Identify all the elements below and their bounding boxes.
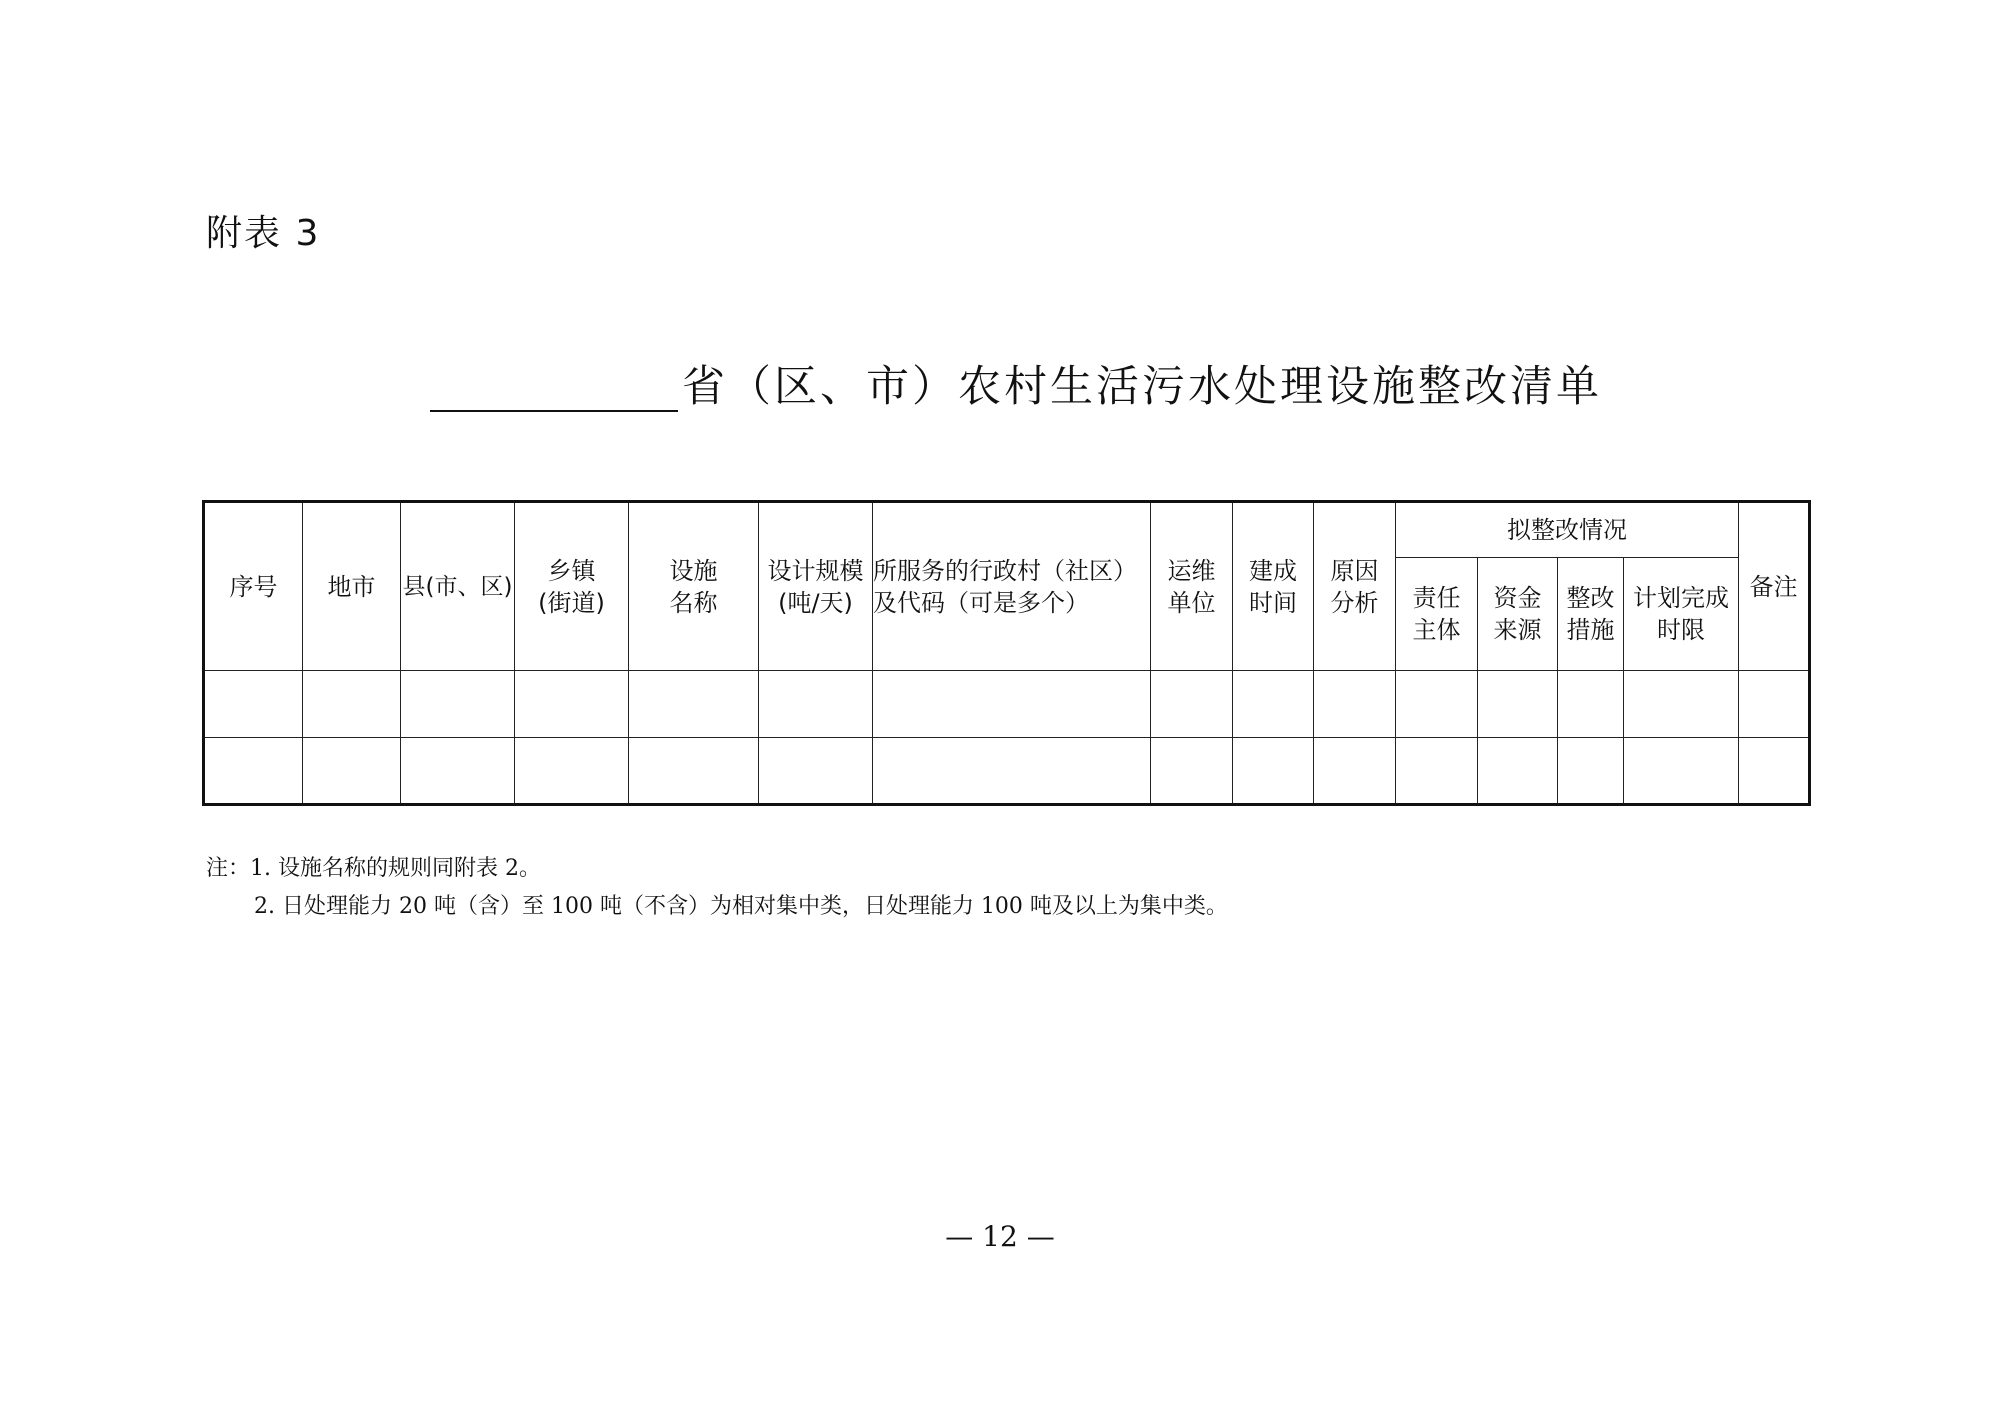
- header-facility-name: [629, 502, 759, 671]
- header-responsible-line2: 主体: [1412, 616, 1461, 644]
- note-line-1: 注：1. 设施名称的规则同附表 2。: [206, 856, 541, 881]
- header-scale-line2: (吨/天): [778, 588, 853, 617]
- header-deadline-line1: 计划完成: [1633, 584, 1729, 612]
- table-cell[interactable]: [1233, 671, 1314, 738]
- table-cell[interactable]: [1151, 671, 1233, 738]
- table-notes: [206, 850, 1228, 926]
- header-town-line2: (街道): [538, 588, 605, 617]
- title-fill-in-blank[interactable]: [430, 360, 678, 412]
- table-cell[interactable]: [759, 738, 873, 805]
- table-cell[interactable]: [204, 671, 303, 738]
- table-cell[interactable]: [1739, 671, 1810, 738]
- header-cause-line1: 原因: [1330, 556, 1379, 585]
- table-cell[interactable]: [1624, 671, 1739, 738]
- header-funding-source: [1478, 558, 1558, 671]
- table-cell[interactable]: [1396, 738, 1478, 805]
- header-town: [515, 502, 629, 671]
- header-row-top: [204, 502, 1810, 558]
- table-cell[interactable]: [629, 671, 759, 738]
- header-scale-line1: 设计规模: [767, 556, 864, 585]
- header-built-line1: 建成: [1249, 556, 1297, 585]
- header-operator-line1: 运维: [1167, 556, 1216, 585]
- header-measures: [1558, 558, 1624, 671]
- header-deadline-line2: 时限: [1657, 616, 1705, 644]
- table-cell[interactable]: [1314, 671, 1396, 738]
- table-cell[interactable]: [401, 738, 515, 805]
- header-cause-line2: 分析: [1330, 588, 1379, 617]
- header-town-line1: 乡镇: [547, 556, 596, 585]
- table-cell[interactable]: [1558, 671, 1624, 738]
- table-cell[interactable]: [515, 738, 629, 805]
- header-responsible-party: [1396, 558, 1478, 671]
- header-facility-line2: 名称: [669, 588, 718, 617]
- header-measures-line2: 措施: [1566, 616, 1615, 644]
- header-funding-line1: 资金: [1493, 584, 1542, 612]
- header-built-time: [1233, 502, 1314, 671]
- table-cell[interactable]: [204, 738, 303, 805]
- table-cell[interactable]: [759, 671, 873, 738]
- header-facility-line1: 设施: [669, 556, 718, 585]
- table-cell[interactable]: [1558, 738, 1624, 805]
- table-cell[interactable]: [303, 671, 401, 738]
- header-deadline: [1624, 558, 1739, 671]
- header-village-line2: 及代码（可是多个）: [873, 588, 1089, 617]
- rectification-list-table: [202, 500, 1811, 806]
- table-cell[interactable]: [1478, 738, 1558, 805]
- table-cell[interactable]: [1233, 738, 1314, 805]
- table-cell[interactable]: [873, 671, 1151, 738]
- document-title: [430, 352, 1602, 412]
- header-operator: [1151, 502, 1233, 671]
- table-cell[interactable]: [1478, 671, 1558, 738]
- header-city: 地市: [303, 502, 401, 671]
- table-cell[interactable]: [873, 738, 1151, 805]
- header-served-village: [873, 502, 1151, 671]
- header-cause-analysis: [1314, 502, 1396, 671]
- header-seq: 序号: [204, 502, 303, 671]
- annex-label: 附表 3: [206, 213, 321, 254]
- header-design-scale: [759, 502, 873, 671]
- header-responsible-line1: 责任: [1412, 584, 1461, 612]
- header-built-line2: 时间: [1249, 588, 1297, 617]
- table-row: [204, 671, 1810, 738]
- table-cell[interactable]: [1624, 738, 1739, 805]
- table-cell[interactable]: [1314, 738, 1396, 805]
- table-cell[interactable]: [515, 671, 629, 738]
- header-measures-line1: 整改: [1566, 584, 1615, 612]
- note-line-2: 2. 日处理能力 20 吨（含）至 100 吨（不含）为相对集中类，日处理能力 100 吨及以上为集中类。: [254, 894, 1228, 919]
- header-funding-line2: 来源: [1493, 616, 1542, 644]
- table-cell[interactable]: [303, 738, 401, 805]
- page-number: — 12 —: [945, 1220, 1055, 1253]
- table-cell[interactable]: [401, 671, 515, 738]
- title-text: 省（区、市）农村生活污水处理设施整改清单: [682, 362, 1602, 412]
- table-cell[interactable]: [1396, 671, 1478, 738]
- table-cell[interactable]: [1151, 738, 1233, 805]
- header-plan-group: 拟整改情况: [1396, 502, 1739, 558]
- table-row: [204, 738, 1810, 805]
- header-village-line1: 所服务的行政村（社区）: [873, 556, 1137, 585]
- header-remarks: 备注: [1739, 502, 1810, 671]
- header-operator-line2: 单位: [1167, 588, 1216, 617]
- table-cell[interactable]: [629, 738, 759, 805]
- table-cell[interactable]: [1739, 738, 1810, 805]
- header-county: 县(市、区): [401, 502, 515, 671]
